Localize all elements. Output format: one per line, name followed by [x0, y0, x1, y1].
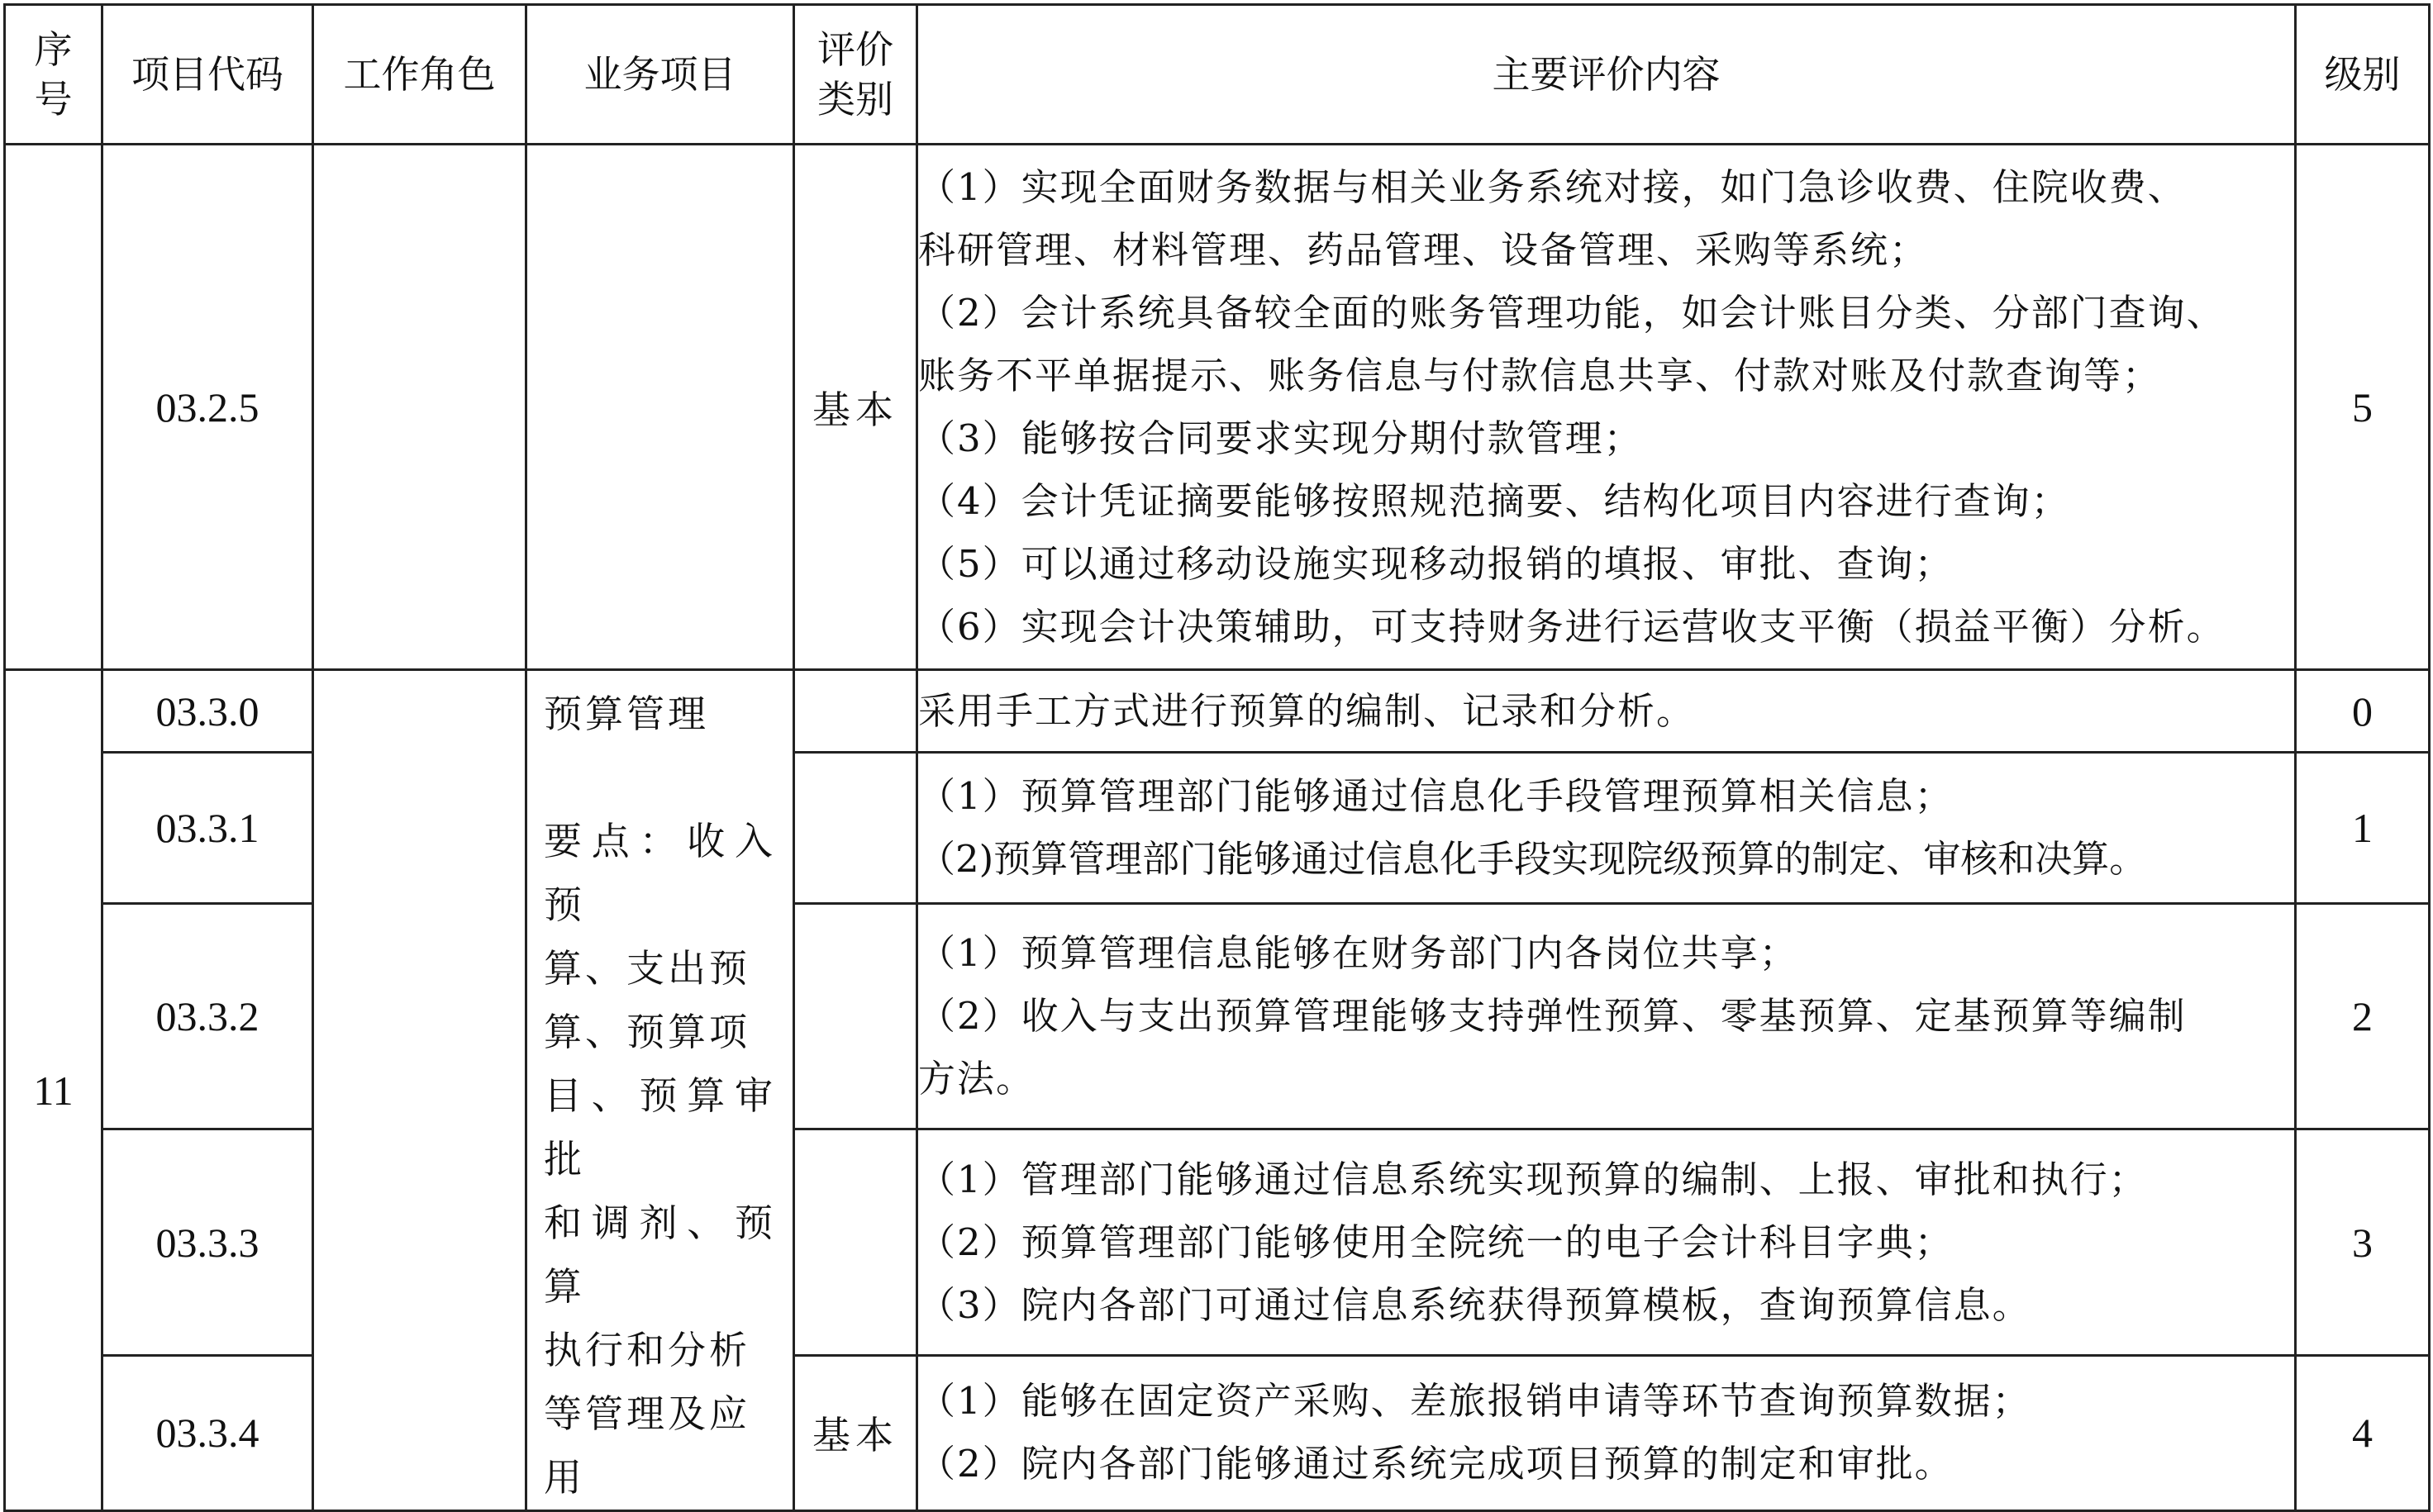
item-code: 03.3.2 [102, 903, 313, 1129]
level-cell: 3 [2296, 1129, 2430, 1356]
header-category: 评价类别 [794, 5, 917, 145]
content-cell [917, 145, 2296, 670]
business-point-line: 执行和分析 [544, 1328, 750, 1372]
content-line: （1）管理部门能够通过信息系统实现预算的编制、上报、审批和执行； [918, 1157, 2148, 1201]
seq-cell-empty [5, 145, 102, 670]
business-project-cell [526, 670, 794, 1511]
header-code: 项目代码 [102, 5, 313, 145]
header-role: 工作角色 [313, 5, 526, 145]
content-cell [917, 753, 2296, 903]
evaluation-table [3, 3, 2431, 1512]
content-line: （2）院内各部门能够通过系统完成项目预算的制定和审批。 [918, 1442, 1954, 1486]
content-line: （4）会计凭证摘要能够按照规范摘要、结构化项目内容进行查询； [918, 478, 2070, 523]
group-seq: 11 [5, 670, 102, 1511]
category-cell [794, 1129, 917, 1356]
item-code: 03.2.5 [102, 145, 313, 670]
content-cell [917, 903, 2296, 1129]
role-cell [313, 145, 526, 670]
content-line: （6）实现会计决策辅助，可支持财务进行运营收支平衡（损益平衡）分析。 [918, 604, 2226, 649]
business-point-line: 等管理及应 [544, 1391, 750, 1436]
level-cell: 4 [2296, 1355, 2430, 1510]
business-title: 预算管理 [544, 692, 709, 736]
item-code: 03.3.0 [102, 670, 313, 753]
business-point-line: 算、支出预 [544, 946, 750, 991]
header-content: 主要评价内容 [917, 5, 2296, 145]
content-line: （3）院内各部门可通过信息系统获得预算模板，查询预算信息。 [918, 1282, 2031, 1327]
content-cell [917, 1355, 2296, 1510]
content-line: （3）能够按合同要求实现分期付款管理； [918, 416, 1643, 460]
category-cell [794, 670, 917, 753]
level-cell: 1 [2296, 753, 2430, 903]
header-row [5, 5, 2430, 145]
header-level: 级别 [2296, 5, 2430, 145]
business-point-line: 算、预算项 [544, 1010, 750, 1054]
content-line: （2)预算管理部门能够通过信息化手段实现院级预算的制定、审核和决算。 [918, 837, 2147, 881]
content-line: 采用手工方式进行预算的编制、记录和分析。 [918, 688, 1696, 733]
header-seq: 序号 [5, 5, 102, 145]
content-line: （1）实现全面财务数据与相关业务系统对接，如门急诊收费、住院收费、 [918, 164, 2187, 209]
level-cell: 2 [2296, 903, 2430, 1129]
level-cell: 0 [2296, 670, 2430, 753]
category-cell [794, 753, 917, 903]
business-point-line: 和调剂、预算 [544, 1201, 776, 1309]
category-cell [794, 903, 917, 1129]
content-cell [917, 670, 2296, 753]
level-cell: 5 [2296, 145, 2430, 670]
business-cell-empty [526, 145, 794, 670]
content-line: 方法。 [918, 1057, 1036, 1101]
item-code: 03.3.1 [102, 753, 313, 903]
content-line: （2）预算管理部门能够使用全院统一的电子会计科目字典； [918, 1220, 1954, 1264]
table-row [5, 670, 2430, 753]
business-point-line: 用 [544, 1455, 585, 1500]
content-line: （1）预算管理部门能够通过信息化手段管理预算相关信息； [918, 774, 1954, 818]
business-point-line: 要点：收入预 [544, 819, 776, 927]
table-row [5, 145, 2430, 670]
content-line: 科研管理、材料管理、药品管理、设备管理、采购等系统； [918, 227, 1929, 272]
content-line: 账务不平单据提示、账务信息与付款信息共享、付款对账及付款查询等； [918, 353, 2162, 397]
content-line: （5）可以通过移动设施实现移动报销的填报、审批、查询； [918, 541, 1954, 586]
content-line: （1）预算管理信息能够在财务部门内各岗位共享； [918, 931, 1798, 975]
category-cell: 基本 [794, 1355, 917, 1510]
category-cell: 基本 [794, 145, 917, 670]
header-business: 业务项目 [526, 5, 794, 145]
item-code: 03.3.3 [102, 1129, 313, 1356]
role-cell [313, 670, 526, 1511]
content-cell [917, 1129, 2296, 1356]
content-line: （2）会计系统具备较全面的账务管理功能，如会计账目分类、分部门查询、 [918, 290, 2226, 335]
content-line: （2）收入与支出预算管理能够支持弹性预算、零基预算、定基预算等编制 [918, 994, 2187, 1038]
business-point-line: 目、预算审批 [544, 1073, 776, 1182]
item-code: 03.3.4 [102, 1355, 313, 1510]
content-line: （1）能够在固定资产采购、差旅报销申请等环节查询预算数据； [918, 1379, 2031, 1424]
